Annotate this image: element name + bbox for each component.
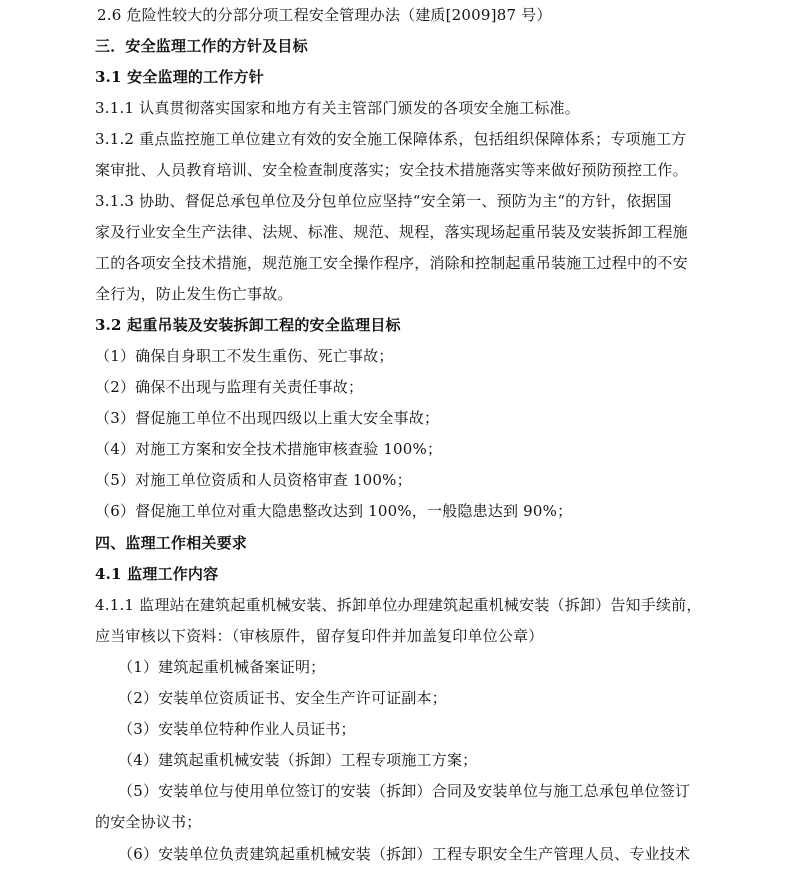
target-item-1: （1）确保自身职工不发生重伤、死亡事故； <box>95 347 394 365</box>
target-item-4: （4）对施工方案和安全技术措施审核查验 100%； <box>95 440 443 458</box>
target-item-5: （5）对施工单位资质和人员资格审查 100%； <box>95 471 412 489</box>
paragraph-3-1-3-line-4: 全行为，防止发生伤亡事故。 <box>95 285 293 303</box>
section-heading-4: 四、监理工作相关要求 <box>95 534 248 552</box>
material-item-6-line-1: （6）安装单位负责建筑起重机械安装（拆卸）工程专职安全生产管理人员、专业技术 <box>118 845 691 863</box>
section-heading-3: 三．安全监理工作的方针及目标 <box>95 37 308 55</box>
target-item-6: （6）督促施工单位对重大隐患整改达到 100%，一般隐患达到 90%； <box>95 502 573 520</box>
paragraph-3-1-2-line-1: 3.1.2 重点监控施工单位建立有效的安全施工保障体系，包括组织保障体系；专项施工方 <box>95 130 687 148</box>
material-item-4: （4）建筑起重机械安装（拆卸）工程专项施工方案； <box>118 751 478 769</box>
paragraph-4-1-1-line-2: 应当审核以下资料：（审核原件，留存复印件并加盖复印单位公章） <box>95 627 544 645</box>
paragraph-3-1-1: 3.1.1 认真贯彻落实国家和地方有关主管部门颁发的各项安全施工标准。 <box>95 99 580 117</box>
paragraph-3-1-3-line-3: 工的各项安全技术措施，规范施工安全操作程序，消除和控制起重吊装施工过程中的不安 <box>95 254 688 272</box>
subsection-heading-3-2: 3.2 起重吊装及安装拆卸工程的安全监理目标 <box>95 316 401 334</box>
reference-item-2-6: 2.6 危险性较大的分部分项工程安全管理办法（建质[2009]87 号） <box>97 6 552 24</box>
paragraph-3-1-2-line-2: 案审批、人员教育培训、安全检查制度落实；安全技术措施落实等来做好预防预控工作。 <box>95 161 688 179</box>
paragraph-3-1-3-line-1: 3.1.3 协助、督促总承包单位及分包单位应坚持“安全第一、预防为主“的方针，依据国 <box>95 192 672 210</box>
material-item-3: （3）安装单位特种作业人员证书； <box>118 720 356 738</box>
target-item-3: （3）督促施工单位不出现四级以上重大安全事故； <box>95 409 440 427</box>
target-item-2: （2）确保不出现与监理有关责任事故； <box>95 378 364 396</box>
subsection-heading-3-1: 3.1 安全监理的工作方针 <box>95 68 264 86</box>
paragraph-3-1-3-line-2: 家及行业安全生产法律、法规、标准、规范、规程，落实现场起重吊装及安装拆卸工程施 <box>95 223 688 241</box>
material-item-5-line-2: 的安全协议书； <box>95 813 202 831</box>
paragraph-4-1-1-line-1: 4.1.1 监理站在建筑起重机械安装、拆卸单位办理建筑起重机械安装（拆卸）告知手续前， <box>95 596 702 614</box>
material-item-2: （2）安装单位资质证书、安全生产许可证副本； <box>118 689 447 707</box>
subsection-heading-4-1: 4.1 监理工作内容 <box>95 565 219 583</box>
material-item-5-line-1: （5）安装单位与使用单位签订的安装（拆卸）合同及安装单位与施工总承包单位签订 <box>118 782 691 800</box>
material-item-1: （1）建筑起重机械备案证明； <box>118 658 326 676</box>
